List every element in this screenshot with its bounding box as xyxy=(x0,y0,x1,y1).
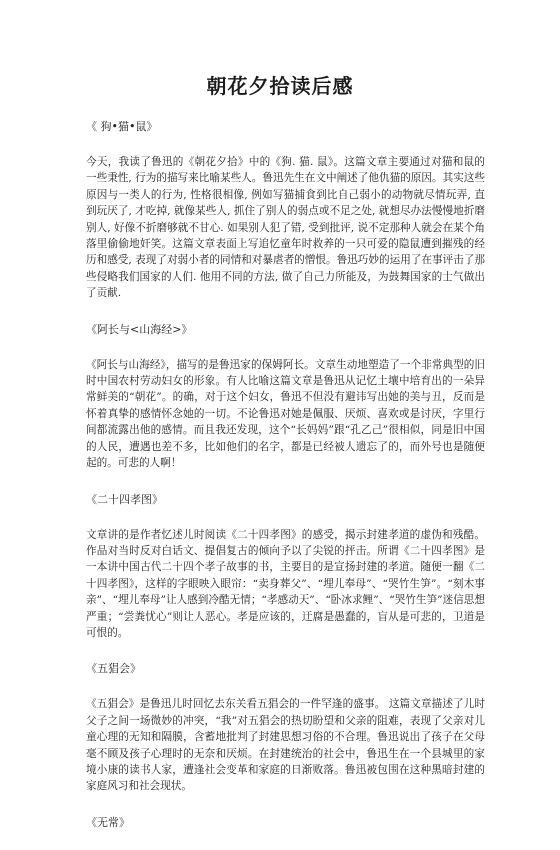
section-paragraph-achang: 《阿长与山海经》，描写的是鲁迅家的保姆阿长。文章生动地塑造了一个非常典型的旧时中国农村劳动妇女的形象。有人比喻这篇文章是鲁迅从记忆土壤中培育出的一朵异常鲜美的“朝花”。的确，对于这个妇女，鲁迅不但没有避讳写出她的美与丑，反而是怀着真挚的感情怀念她的一切。不论鲁迅对她是佩服、厌烦、喜欢或是讨厌，字里行间都流露出他的感情。而且我还发现，这个“长妈妈”跟“孔乙己”很相似，同是旧中国的人民，遭遇也差不多，比如他们的名字，都是已经被人遗忘了的，而外号也是随便起的。可悲的人啊！ xyxy=(86,358,485,470)
section-heading-24-filial: 《二十四孝图》 xyxy=(86,492,163,506)
document-title: 朝花夕拾读后感 xyxy=(206,74,354,98)
section-paragraph-24-filial: 文章讲的是作者忆述儿时阅读《二十四孝图》的感受，揭示封建孝道的虚伪和残酷。作品对当时反对白话文、提倡复古的倾向予以了尖锐的抨击。所谓《二十四孝图》是一本讲中国古代二十四个孝子故事的书，主要目的是宣扬封建的孝道。随便一翻《二十四孝图》，这样的字眼映入眼帘：“卖身葬父”、“埋儿奉母”、“哭竹生笋”。“刻木事亲”、“埋儿奉母”让人感到冷酷无情；“孝感动天”、“卧冰求鲤”、“哭竹生笋”迷信思想严重；“尝粪忧心”则让人恶心。孝是应该的，迂腐是愚蠢的，盲从是可悲的，卫道是可恨的。 xyxy=(86,528,485,639)
section-heading-dog-cat-mouse: 《 狗•猫•鼠》 xyxy=(86,120,158,133)
section-heading-wuchang: 《无常》 xyxy=(86,815,130,829)
section-paragraph-dog-cat-mouse: 今天，我读了鲁迅的《朝花夕拾》中的《狗. 猫. 鼠》。这篇文章主要通过对猫和鼠的一些秉性, 行为的描写来比喻某些人。鲁迅先生在文中阐述了他仇猫的原因。其实这些原因与一类人的行为, 性格很相像, 例如写猫捕食到比自己弱小的动物就尽情玩弄, 直到玩厌了, 才吃掉, 就像某些人, 抓住了别人的弱点或不足之处, 就想尽办法慢慢地折磨别人, 好像不折磨够就不甘心. 如果别人犯了错, 受到批评, 说不定那种人就会在某个角落里偷偷地奸笑。这篇文章表面上写追忆童年时救养的一只可爱的隐鼠遭到摧残的经历和感受, 表现了对弱小者的同情和对暴虐者的憎恨。鲁迅巧妙的运用了在事评击了那些侵略我们国家的人们. 他用不同的方法, 做了自己力所能及，为鼓舞国家的士气做出了贡献. xyxy=(86,156,485,300)
section-heading-wuchang-hui: 《五猖会》 xyxy=(86,662,141,676)
document-body xyxy=(86,119,485,850)
section-paragraph-wuchang-hui: 《五猖会》是鲁迅儿时回忆去东关看五猖会的一件罕逢的盛事。 这篇文章描述了儿时父子之间一场微妙的冲突，“我”对五猖会的热切盼望和父亲的阻难，表现了父亲对儿童心理的无知和隔膜，含蓄地批判了封建思想习俗的不合理。鲁迅说出了孩子在父母毫不顾及孩子心理时的无奈和厌烦。在封建统治的社会中，鲁迅生在一个县城里的家境小康的读书人家，遭逢社会变革和家庭的日渐败落。鲁迅被包围在这种黑暗封建的家庭风习和社会现状。 xyxy=(86,698,485,793)
section-heading-achang: 《阿长与<山海经>》 xyxy=(86,322,193,336)
